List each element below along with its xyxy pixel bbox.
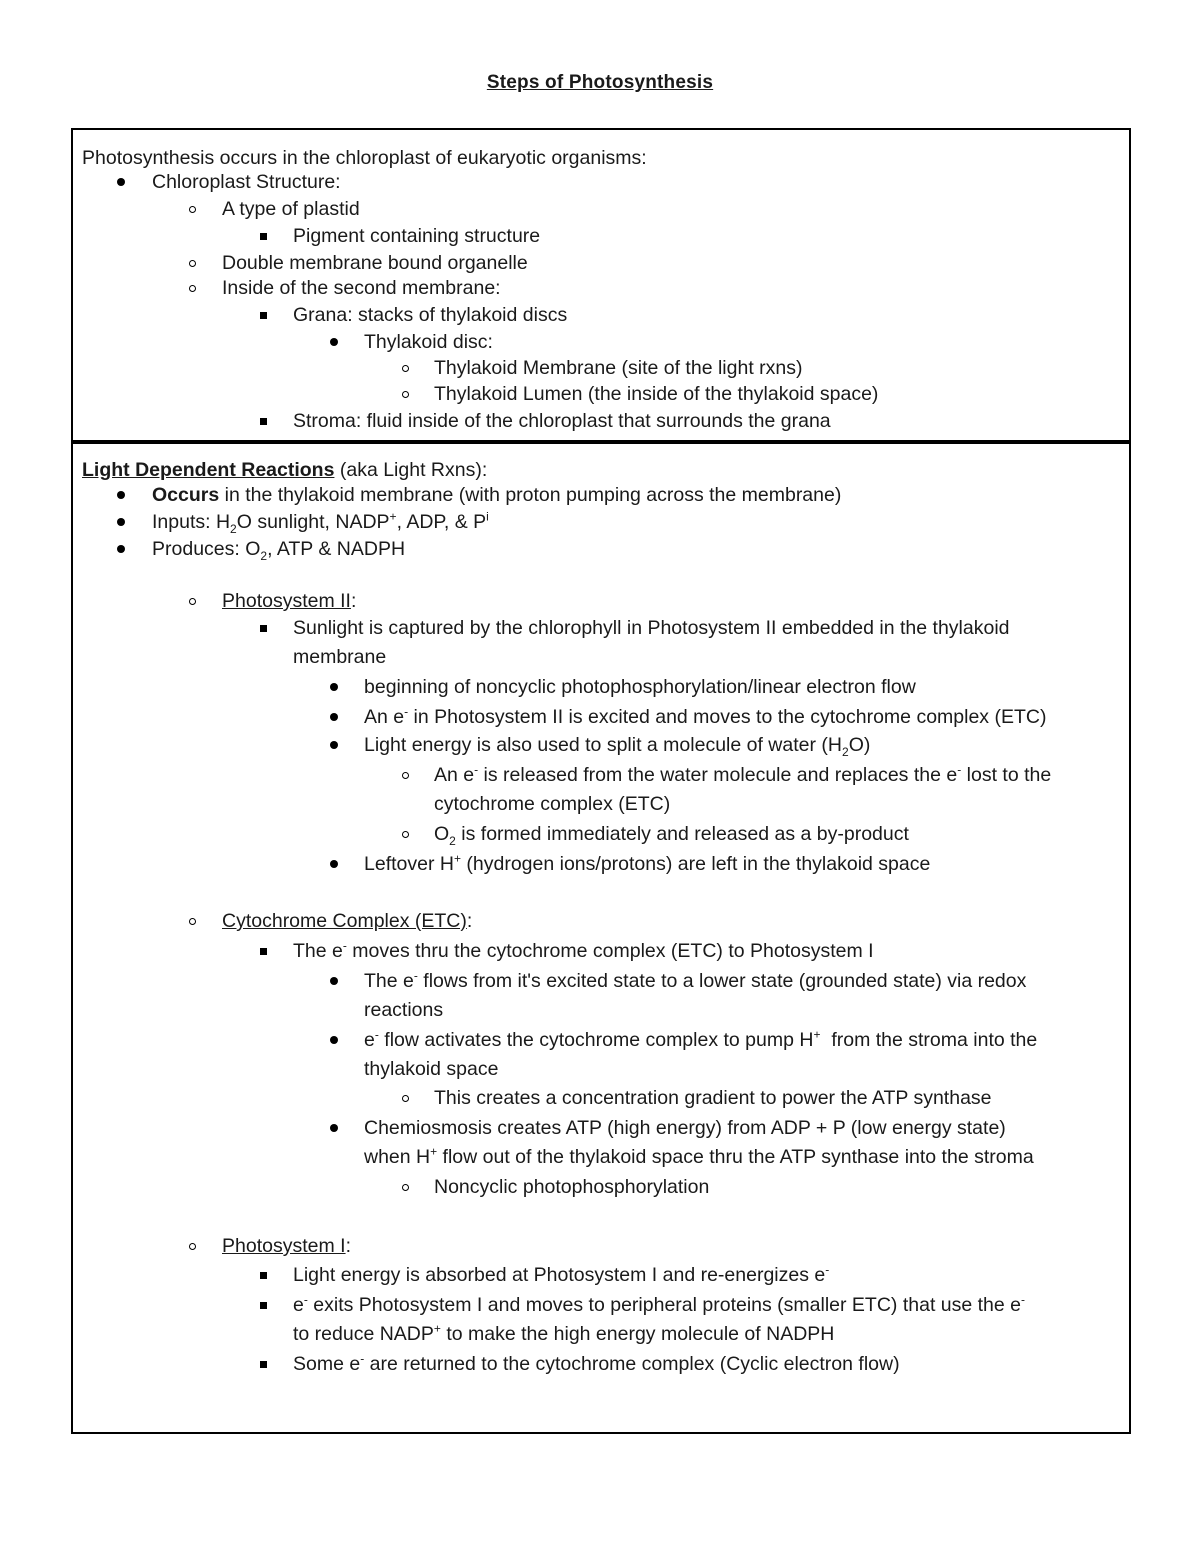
superscript: - [413,968,418,983]
list-item-cont [364,1145,1034,1169]
subheading-ps1 [222,1234,351,1258]
text: , ADP, & P [396,511,487,533]
text: Leftover H [364,853,454,875]
list-item-cont: membrane [293,646,387,668]
list-item: Thylakoid disc: [364,331,493,353]
superscript: - [825,1262,830,1277]
light-dependent-reactions-box [71,440,1131,1434]
subscript: 2 [449,833,456,848]
text: when H [364,1146,431,1168]
superscript: + [433,1321,441,1336]
square-bullet [257,1263,269,1287]
list-item [293,939,874,963]
circle-bullet [399,382,411,406]
square-bullet [257,616,269,640]
subscript: 2 [230,521,237,536]
text: moves thru the cytochrome complex (ETC) to Photosystem I [346,940,874,962]
list-item: This creates a concentration gradient to power the ATP synthase [434,1087,992,1109]
occurs-rest: in the thylakoid membrane (with proton pumping across the membrane) [219,484,842,506]
list-item-cont: reactions [364,999,444,1021]
subscript: 2 [842,744,849,759]
circle-bullet [186,909,198,933]
list-item: Chemiosmosis creates ATP (high energy) from ADP + P (low energy state) [364,1117,1006,1139]
text: e [293,1294,304,1316]
superscript: - [303,1292,308,1307]
intro-text: Photosynthesis occurs in the chloroplast of eukaryotic organisms: [82,147,647,169]
circle-bullet [186,251,198,275]
list-item: Pigment containing structure [293,225,541,247]
circle-bullet [399,356,411,380]
disc-bullet [115,537,127,561]
list-item: Chloroplast Structure: [152,171,341,193]
circle-bullet [399,1086,411,1110]
list-item: Thylakoid Lumen (the inside of the thylakoid space) [434,383,879,405]
square-bullet [257,1293,269,1317]
text: flow activates the cytochrome complex to pump H [378,1029,814,1051]
superscript: - [404,704,409,719]
list-item [152,510,489,534]
text: Some e [293,1353,361,1375]
text: are returned to the cytochrome complex (Cyclic electron flow) [364,1353,900,1375]
text: Photosystem I [222,1235,346,1257]
disc-bullet [328,852,340,876]
square-bullet [257,409,269,433]
text: The e [293,940,343,962]
text: An e [434,764,475,786]
occurs-bold: Occurs [152,484,220,506]
square-bullet [257,224,269,248]
heading-text: Light Dependent Reactions [82,459,335,481]
list-item-cont [293,1322,834,1346]
section-heading [82,458,487,482]
text: exits Photosystem I and moves to peripheral proteins (smaller ETC) that use the e [307,1294,1022,1316]
list-item: Stroma: fluid inside of the chloroplast that surrounds the grana [293,410,831,432]
list-item [434,822,909,846]
text: (hydrogen ions/protons) are left in the thylakoid space [460,853,931,875]
superscript: - [474,762,479,777]
text: Photosystem II [222,590,351,612]
list-item: Noncyclic photophosphorylation [434,1176,710,1198]
list-item [364,969,1026,993]
circle-bullet [399,763,411,787]
list-item-cont: thylakoid space [364,1058,499,1080]
list-item-cont: cytochrome complex (ETC) [434,793,671,815]
circle-bullet [399,1175,411,1199]
disc-bullet [115,170,127,194]
subscript: 2 [260,548,268,563]
circle-bullet [186,197,198,221]
disc-bullet [115,510,127,534]
text: The e [364,970,414,992]
square-bullet [257,303,269,327]
superscript: + [813,1027,821,1042]
text: O [434,823,450,845]
list-item [293,1263,829,1287]
disc-bullet [328,969,340,993]
list-item: A type of plastid [222,198,360,220]
superscript: + [453,851,461,866]
superscript: - [1021,1292,1026,1307]
text: Inputs: H [152,511,231,533]
text: flows from it's excited state to a lower state (grounded state) via redox [417,970,1027,992]
page-title: Steps of Photosynthesis [486,72,714,93]
text: Light energy is absorbed at Photosystem I and re-energizes e [293,1264,826,1286]
text: is released from the water molecule and replaces the e [478,764,958,786]
text: : [350,590,357,612]
list-item [152,537,405,561]
chloroplast-structure-box [71,128,1131,444]
disc-bullet [328,1028,340,1052]
subheading-etc [222,909,472,933]
text: Light energy is also used to split a molecule of water (H [364,734,842,756]
disc-bullet [328,330,340,354]
superscript: + [389,509,397,524]
list-item [152,483,841,507]
circle-bullet [186,1234,198,1258]
list-item [434,763,1051,787]
heading-suffix: (aka Light Rxns): [334,459,488,481]
list-item: Sunlight is captured by the chlorophyll in Photosystem II embedded in the thylakoid [293,617,1010,639]
text: : [466,910,473,932]
text: flow out of the thylakoid space thru the ATP synthase into the stroma [437,1146,1034,1168]
text: lost to the [961,764,1052,786]
list-item: Double membrane bound organelle [222,252,528,274]
text: : [345,1235,351,1257]
text: from the stroma into the [820,1029,1038,1051]
text: to make the high energy molecule of NADPH [440,1323,835,1345]
disc-bullet [328,675,340,699]
circle-bullet [186,276,198,300]
text: , ATP & NADPH [267,538,406,560]
text: Cytochrome Complex (ETC) [222,910,467,932]
list-item [364,705,1046,729]
list-item [364,1028,1037,1052]
text: e [364,1029,375,1051]
circle-bullet [186,589,198,613]
subheading-ps2 [222,589,356,613]
text: Produces: O [152,538,261,560]
list-item [293,1293,1025,1317]
text: to reduce NADP [293,1323,434,1345]
list-item [293,1352,900,1376]
text: is formed immediately and released as a by-product [455,823,909,845]
list-item: beginning of noncyclic photophosphorylation/linear electron flow [364,676,916,698]
superscript: - [342,938,347,953]
list-item [364,852,930,876]
list-item: Thylakoid Membrane (site of the light rxns) [434,357,803,379]
superscript: - [360,1351,365,1366]
superscript: i [486,509,489,524]
disc-bullet [328,733,340,757]
text: O sunlight, NADP [236,511,390,533]
disc-bullet [115,483,127,507]
superscript: + [430,1144,438,1159]
text: An e [364,706,405,728]
superscript: - [957,762,962,777]
disc-bullet [328,705,340,729]
square-bullet [257,1352,269,1376]
list-item: Inside of the second membrane: [222,277,501,299]
superscript: - [374,1027,379,1042]
square-bullet [257,939,269,963]
circle-bullet [399,822,411,846]
list-item: Grana: stacks of thylakoid discs [293,304,568,326]
list-item [364,733,870,757]
disc-bullet [328,1116,340,1140]
text: in Photosystem II is excited and moves to the cytochrome complex (ETC) [408,706,1047,728]
text: O) [848,734,871,756]
